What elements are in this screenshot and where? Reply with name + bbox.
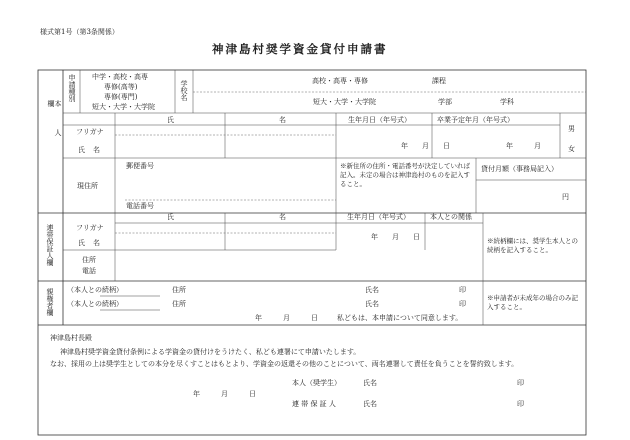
guarantor-address-label: 住所 [82,256,96,264]
guarantor-surname-col: 氏 [167,213,174,221]
signer1-name-label: 氏名 [363,379,377,387]
parent1-address-label: 住所 [172,286,186,294]
course-label: 課程 [432,77,446,85]
grad-date-label: 卒業予定年月（年号式） [437,116,514,124]
signer1-role: 本人（奨学生） [292,379,341,387]
guarantor-relation-label: 本人との関係 [430,213,472,221]
parent1-name-label: 氏名 [365,286,379,294]
loan-amount-label: 貸付月額（事務局記入） [481,165,558,173]
parent2-seal: 印 [459,300,466,308]
guarantor-section-label: 連帯保証人欄 [46,224,54,266]
parent-consent-text: 私どもは、本申請について同意します。 [337,314,463,322]
parent2-name-label: 氏名 [365,300,379,308]
signer1-seal: 印 [517,379,524,387]
guarantor-note: ※続柄欄には、奨学生本人との続柄を記入すること。 [487,237,578,254]
guarantor-phone-label: 電話 [82,267,96,275]
parent1-seal: 印 [459,286,466,294]
grad-units[interactable]: 年 月 [506,142,541,150]
parent1-relation: （本人との続柄） [67,286,123,294]
gender-female[interactable]: 女 [568,145,575,153]
type-option-4[interactable]: 短大・大学・大学院 [92,103,155,111]
postal-label: 郵便番号 [126,162,154,170]
phone-label: 電話番号 [126,202,154,210]
parent2-address-label: 住所 [172,300,186,308]
guarantor-givenname-col: 名 [279,213,286,221]
declaration-date[interactable]: 年 月 日 [193,390,256,398]
parent-note: ※申請者が未成年の場合のみ記入すること。 [487,294,578,311]
declaration-line2: なお、採用の上は奨学生としての本分を尽くすことはもとより、学資金の返還その他のことについて、両名連署して責任を負うことを誓約致します。 [50,360,519,368]
signer2-seal: 印 [517,400,524,408]
applicant-birth-units[interactable]: 年 月 日 [401,142,450,150]
applicant-birthdate-label: 生年月日（年号式） [348,116,411,124]
form-number: 様式第1号（第3条関係） [40,28,119,36]
applicant-surname-col: 氏 [167,116,174,124]
address-label: 現住所 [77,182,98,190]
gender-male[interactable]: 男 [568,125,575,133]
parent-consent-date[interactable]: 年 月 日 [255,314,318,322]
address-note: ※新住所の住所・電話番号が決定していれば記入。未定の場合は神津島村のものを記入すること。 [340,162,470,188]
applicant-furigana-label: フリガナ [76,128,104,136]
guarantor-furigana-label: フリガナ [76,224,104,232]
guarantor-name-label: 氏名 [78,239,108,247]
signer2-name-label: 氏名 [363,400,377,408]
guarantor-birthdate-label: 生年月日（年号式） [347,213,410,221]
loan-yen: 円 [562,193,569,201]
applicant-givenname-col: 名 [279,116,286,124]
signer2-role: 連 帯 保 証 人 [292,400,336,408]
addressee: 神津島村長殿 [50,334,92,342]
application-type-label: 申請種別 [68,74,76,102]
school-name-label: 学校名 [180,80,188,101]
declaration-line1: 神津島村奨学資金貸付条例による学資金の貸付けをうけたく、私ども連署にて申請いたします。 [60,348,361,356]
school-line1: 高校・高専・専修 [312,77,368,85]
school-line2: 短大・大学・大学院 [313,98,376,106]
type-option-3[interactable]: 専修(専門) [104,93,138,101]
guarantor-birth-units[interactable]: 年 月 日 [371,233,420,241]
type-option-2[interactable]: 専修(高等) [104,83,138,91]
form-title: 神津島村奨学資金貸付申請書 [212,42,388,56]
parent2-relation: （本人との続柄） [67,300,123,308]
parent-section-label: 親権者欄 [46,288,54,316]
applicant-name-label: 氏名 [78,146,108,154]
type-option-1[interactable]: 中学・高校・高専 [92,73,148,81]
faculty-label: 学部 [438,98,452,106]
department-label: 学科 [500,98,514,106]
applicant-section-label: 本人欄 [47,100,62,158]
